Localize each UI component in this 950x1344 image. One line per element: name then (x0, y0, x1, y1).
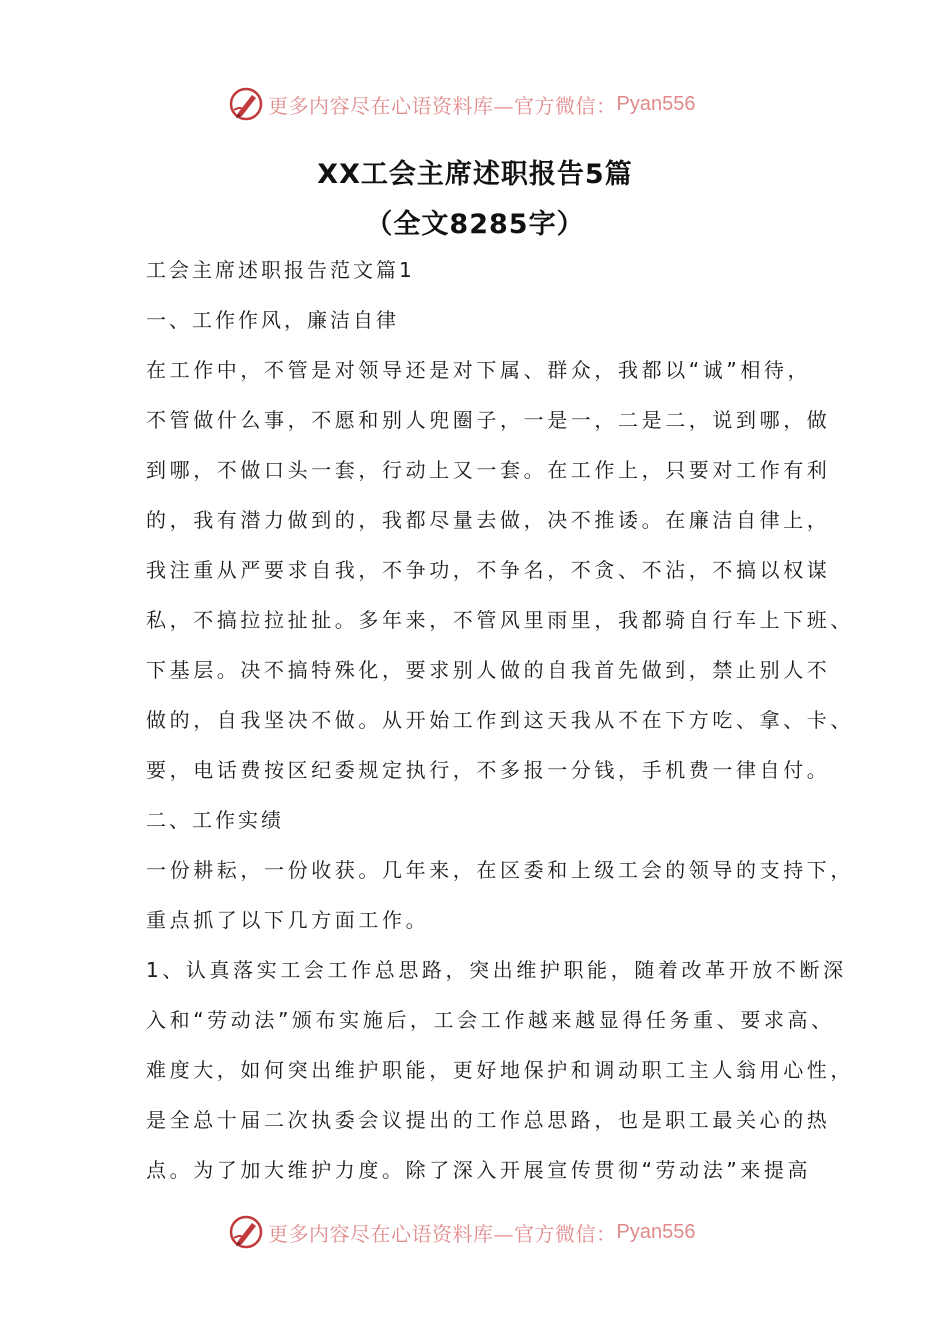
paragraph-line: 下基层。决不搞特殊化，要求别人做的自我首先做到，禁止别人不 (146, 658, 831, 682)
paragraph-line: 私，不搞拉拉扯扯。多年来，不管风里雨里，我都骑自行车上下班、 (146, 608, 854, 632)
paragraph-line: 是全总十届二次执委会议提出的工作总思路，也是职工最关心的热 (146, 1108, 831, 1132)
paragraph-line: 一份耕耘，一份收获。几年来，在区委和上级工会的领导的支持下， (146, 858, 854, 882)
paragraph-line: 1、认真落实工会工作总思路，突出维护职能，随着改革开放不断深 (146, 958, 847, 982)
pen-logo-icon (228, 86, 264, 122)
section-heading: 一、工作作风，廉洁自律 (146, 308, 399, 332)
document-title: XX工会主席述职报告5篇 (317, 159, 633, 190)
section-heading: 工会主席述职报告范文篇1 (146, 258, 415, 282)
paragraph-line: 难度大，如何突出维护职能，更好地保护和调动职工主人翁用心性， (146, 1058, 854, 1082)
watermark-banner-top (228, 84, 748, 124)
paragraph-line: 做的，自我坚决不做。从开始工作到这天我从不在下方吃、拿、卡、 (146, 708, 854, 732)
watermark-text: 更多内容尽在心语资料库—官方微信： (268, 1221, 617, 1246)
section-heading: 二、工作实绩 (146, 808, 284, 832)
pen-logo-icon (228, 1214, 264, 1250)
document-body (146, 252, 854, 1202)
watermark-wechat-id: Pyan556 (616, 1220, 696, 1243)
paragraph-line: 不管做什么事，不愿和别人兜圈子，一是一，二是二，说到哪，做 (146, 408, 831, 432)
paragraph-line: 在工作中，不管是对领导还是对下属、群众，我都以“诚”相待， (146, 358, 812, 382)
watermark-text: 更多内容尽在心语资料库—官方微信： (268, 93, 617, 118)
paragraph-line: 重点抓了以下几方面工作。 (146, 908, 430, 932)
watermark-banner-bottom (228, 1212, 748, 1252)
paragraph-line: 的，我有潜力做到的，我都尽量去做，决不推诿。在廉洁自律上， (146, 508, 831, 532)
watermark-wechat-id: Pyan556 (616, 92, 696, 115)
document-subtitle: （全文8285字） (365, 209, 585, 240)
paragraph-line: 要，电话费按区纪委规定执行，不多报一分钱，手机费一律自付。 (146, 758, 831, 782)
paragraph-line: 我注重从严要求自我，不争功，不争名，不贪、不沾，不搞以权谋 (146, 558, 831, 582)
paragraph-line: 到哪，不做口头一套，行动上又一套。在工作上，只要对工作有利 (146, 458, 831, 482)
paragraph-line: 点。为了加大维护力度。除了深入开展宣传贯彻“劳动法”来提高 (146, 1158, 812, 1182)
paragraph-line: 入和“劳动法”颁布实施后，工会工作越来越显得任务重、要求高、 (146, 1008, 835, 1032)
